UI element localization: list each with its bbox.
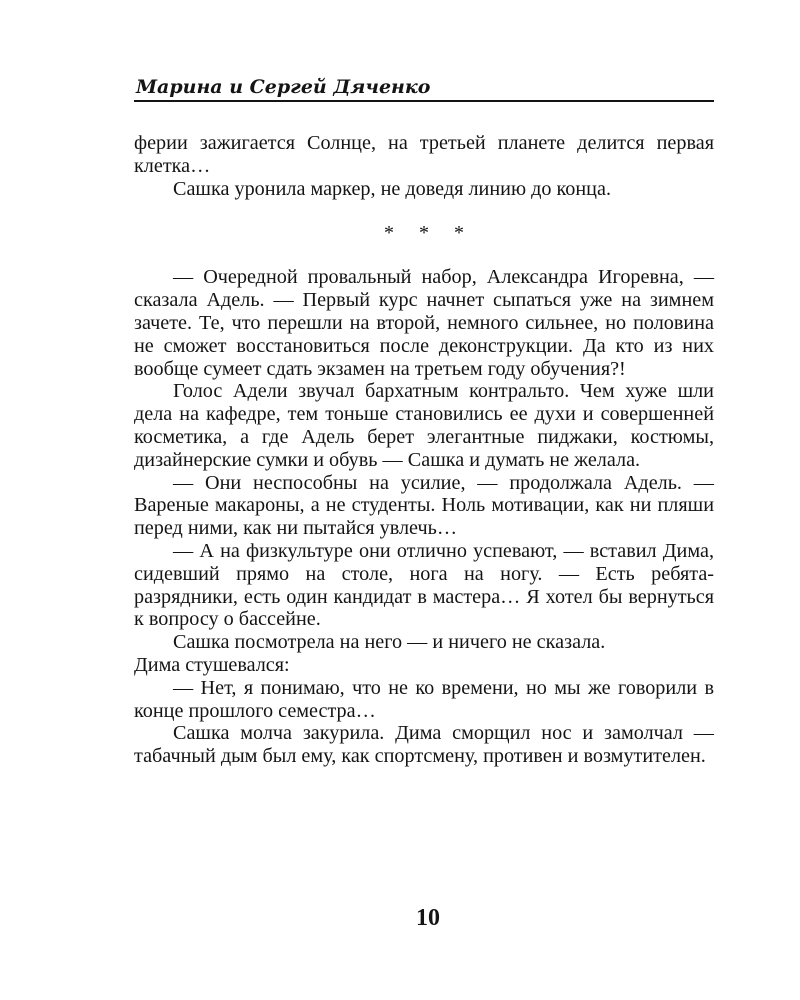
body-text [134, 132, 714, 768]
header-rule [134, 100, 714, 102]
paragraph: — А на физкультуре они отлично успевают, — вставил Дима, сидевший прямо на столе, нога на ногу. — Есть ребята-разрядники, есть один кандидат в мастера… Я хотел бы вернуться к вопросу о бассейне. [134, 539, 714, 631]
paragraph: — Очередной провальный набор, Александра Игоревна, — сказала Адель. — Первый курс начнет сыпаться уже на зимнем зачете. Те, что перешли на второй, немного сильнее, но половина не сможет восстановиться после деконструкции. Да кто из них вообще сумеет сдать экзамен на третьем году обучения?! [134, 266, 714, 380]
page-number: 10 [416, 905, 440, 931]
paragraph: — Они неспособны на усилие, — продолжала Адель. — Вареные макароны, а не студенты. Ноль мотивации, как ни пляши перед ними, как ни пытайся увлечь… [134, 471, 714, 540]
paragraph: Сашка уронила маркер, не доведя линию до конца. [173, 177, 611, 200]
paragraph: Дима стушевался: [134, 653, 290, 676]
paragraph: Голос Адели звучал бархатным контральто. Чем хуже шли дела на кафедре, тем тоньше становились ее духи и совершенней косметика, а где Адель берет элегантные пиджаки, костюмы, дизайнерские сумки и обувь — Сашка и думать не желала. [134, 380, 714, 471]
paragraph: Сашка посмотрела на него — и ничего не сказала. [173, 631, 606, 654]
book-page [134, 74, 714, 954]
section-break: * * * [384, 222, 474, 245]
running-head: Марина и Сергей Дяченко [136, 76, 431, 98]
paragraph: Сашка молча закурила. Дима сморщил нос и замолчал — табачный дым был ему, как спортсмену, противен и возмутителен. [134, 722, 714, 768]
paragraph-continued: ферии зажигается Солнце, на третьей планете делится первая клетка… [134, 132, 714, 177]
paragraph: — Нет, я понимаю, что не ко времени, но мы же говорили в конце прошлого семестра… [134, 676, 714, 722]
